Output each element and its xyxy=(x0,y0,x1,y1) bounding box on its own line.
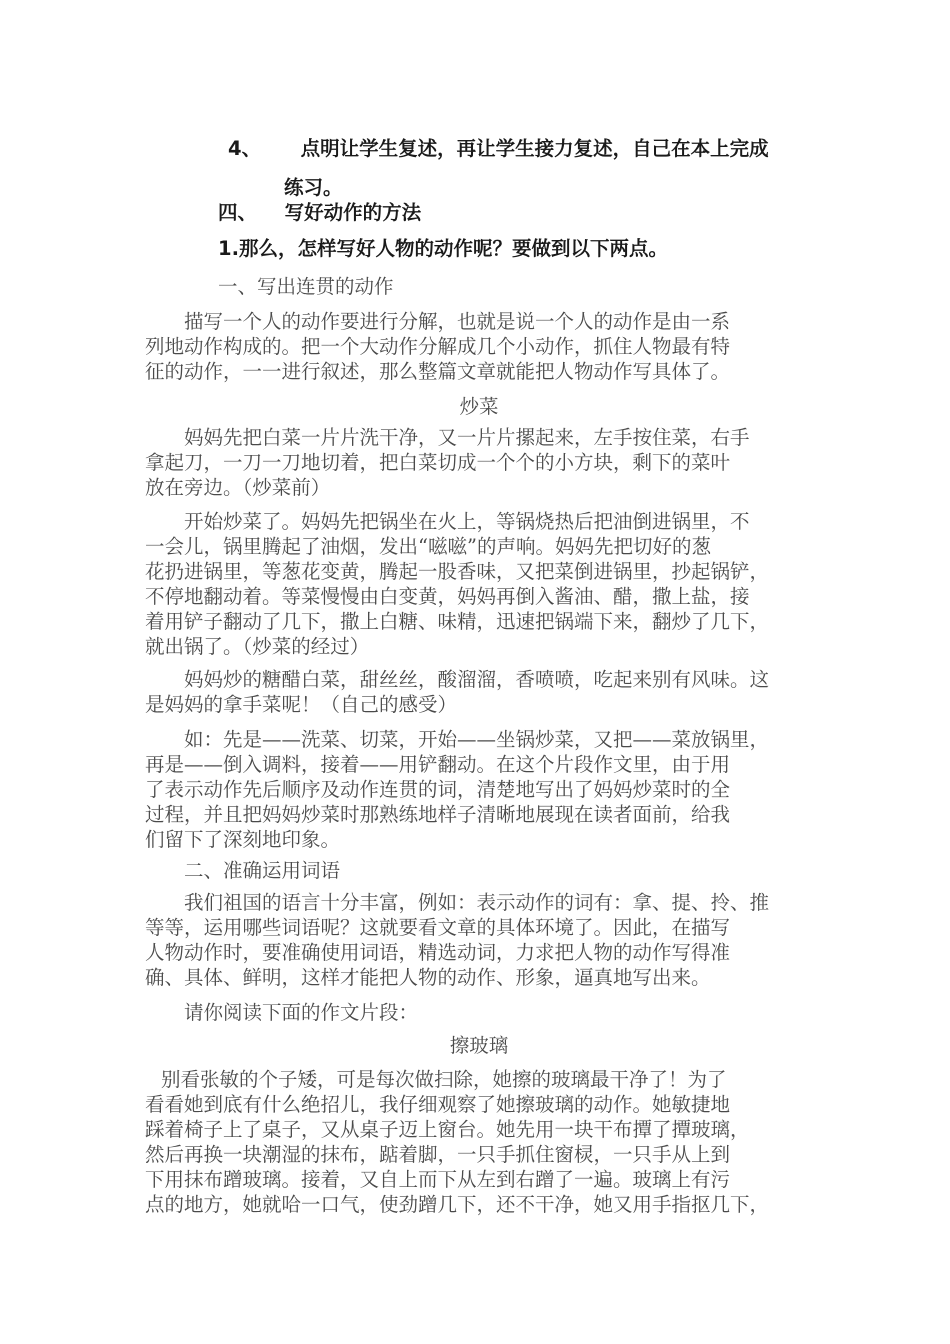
example-1-para-2-line: 着用铲子翻动了几下，撒上白糖、味精，迅速把锅端下来，翻炒了几下， xyxy=(145,610,770,633)
item-4-number: 4、 xyxy=(228,137,262,160)
example-2-para-line: 点的地方，她就哈一口气，使劲蹭几下，还不干净，她又用手指抠几下， xyxy=(145,1193,770,1216)
analysis-line: 们留下了深刻地印象。 xyxy=(145,828,341,851)
read-prompt: 请你阅读下面的作文片段： xyxy=(184,1001,419,1024)
part-1-para-line: 描写一个人的动作要进行分解，也就是说一个人的动作是由一系 xyxy=(184,310,731,333)
analysis-line: 过程，并且把妈妈炒菜时那熟练地样子清晰地展现在读者面前，给我 xyxy=(145,803,731,826)
example-1-para-2-line: 花扔进锅里，等葱花变黄，腾起一股香味，又把菜倒进锅里，抄起锅铲， xyxy=(145,560,770,583)
example-2-title: 擦玻璃 xyxy=(449,1034,509,1057)
example-1-para-2-line: 不停地翻动着。等菜慢慢由白变黄，妈妈再倒入酱油、醋，撒上盐，接 xyxy=(145,585,750,608)
point-1-text: 那么，怎样写好人物的动作呢？要做到以下两点。 xyxy=(238,237,668,260)
part-1-para-line: 列地动作构成的。把一个大动作分解成几个小动作，抓住人物最有特 xyxy=(145,335,731,358)
analysis-line: 了表示动作先后顺序及动作连贯的词，清楚地写出了妈妈炒菜时的全 xyxy=(145,778,731,801)
example-1-para-2-line: 开始炒菜了。妈妈先把锅坐在火上，等锅烧热后把油倒进锅里，不 xyxy=(184,510,750,533)
section-4-title: 写好动作的方法 xyxy=(284,201,422,224)
point-1-number: 1. xyxy=(218,237,239,260)
part-2-para-line: 确、具体、鲜明，这样才能把人物的动作、形象，逼真地写出来。 xyxy=(145,966,711,989)
example-1-para-3-line: 妈妈炒的糖醋白菜，甜丝丝，酸溜溜，香喷喷，吃起来别有风味。这 xyxy=(184,668,770,691)
example-1-para-1-line: 妈妈先把白菜一片片洗干净，又一片片摞起来，左手按住菜，右手 xyxy=(184,426,750,449)
point-1 xyxy=(218,236,813,262)
analysis-line: 如：先是——洗菜、切菜，开始——坐锅炒菜，又把——菜放锅里， xyxy=(184,728,770,751)
section-4-heading xyxy=(218,200,618,226)
item-4-line-2: 练习。 xyxy=(284,176,343,199)
example-2-para-line: 下用抹布蹭玻璃。接着，又自上而下从左到右蹭了一遍。玻璃上有污 xyxy=(145,1168,731,1191)
example-2-para-line: 然后再换一块潮湿的抹布，踮着脚，一只手抓住窗棂，一只手从上到 xyxy=(145,1143,731,1166)
example-2-para-line: 看看她到底有什么绝招儿，我仔细观察了她擦玻璃的动作。她敏捷地 xyxy=(145,1093,731,1116)
section-4-number: 四、 xyxy=(218,201,258,224)
part-2-para-line: 人物动作时，要准确使用词语，精选动词，力求把人物的动作写得准 xyxy=(145,941,731,964)
analysis-line: 再是——倒入调料，接着——用铲翻动。在这个片段作文里，由于用 xyxy=(145,753,731,776)
example-1-para-1-line: 拿起刀，一刀一刀地切着，把白菜切成一个个的小方块，剩下的菜叶 xyxy=(145,451,731,474)
example-1-para-3-line: 是妈妈的拿手菜呢！（自己的感受） xyxy=(145,693,458,716)
part-2-heading: 二、准确运用词语 xyxy=(184,859,341,882)
part-2-para-line: 我们祖国的语言十分丰富，例如：表示动作的词有：拿、提、拎、推 xyxy=(184,891,770,914)
example-1-para-2-line: 就出锅了。（炒菜的经过） xyxy=(145,635,370,658)
item-4-text: 点明让学生复述，再让学生接力复述，自己在本上完成 xyxy=(300,137,769,160)
part-2-para-line: 等等，运用哪些词语呢？这就要看文章的具体环境了。因此，在描写 xyxy=(145,916,731,939)
part-1-para-line: 征的动作，一一进行叙述，那么整篇文章就能把人物动作写具体了。 xyxy=(145,360,731,383)
part-1-heading: 一、写出连贯的动作 xyxy=(218,275,394,298)
example-1-para-2-line: 一会儿，锅里腾起了油烟，发出“嗞嗞”的声响。妈妈先把切好的葱 xyxy=(145,535,711,558)
example-2-para-line: 踩着椅子上了桌子，又从桌子迈上窗台。她先用一块干布撢了撢玻璃， xyxy=(145,1118,750,1141)
example-1-title: 炒菜 xyxy=(459,395,499,418)
example-2-para-line: 别看张敏的个子矮，可是每次做扫除，她擦的玻璃最干净了！为了 xyxy=(161,1068,727,1091)
example-1-para-1-line: 放在旁边。（炒菜前） xyxy=(145,476,331,499)
item-4-line-1 xyxy=(228,136,813,162)
